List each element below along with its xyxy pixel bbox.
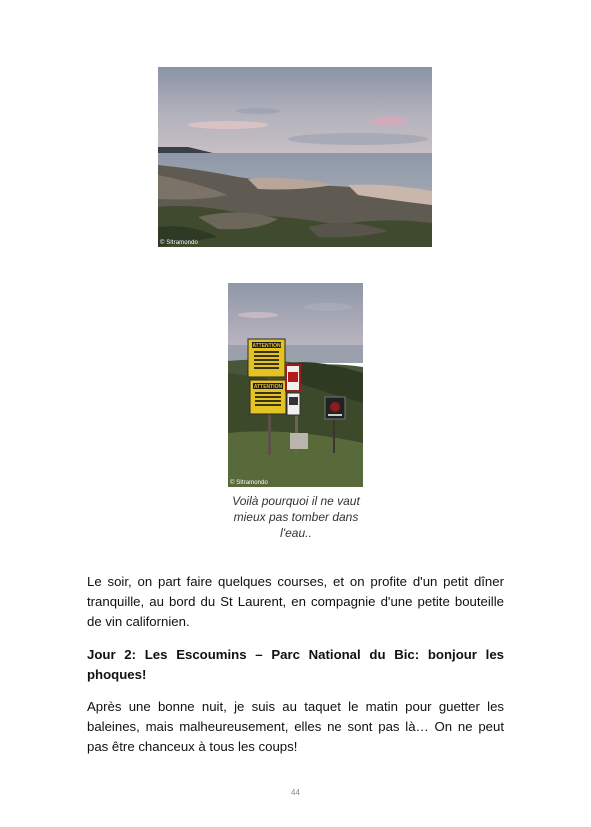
day-heading: Jour 2: Les Escoumins – Parc National du Bic: bonjour les phoques! — [87, 647, 504, 682]
photo-credit: © Sltramondo — [230, 480, 268, 486]
warning-signs-image — [228, 283, 363, 487]
page-number: 44 — [291, 788, 300, 797]
coastline-image — [158, 67, 432, 247]
photo-caption: Voilà pourquoi il ne vaut mieux pas tomber dans l'eau.. — [232, 494, 360, 540]
coastline-photo — [158, 67, 432, 247]
paragraph-morning: Après une bonne nuit, je suis au taquet le matin pour guetter les baleines, mais malheureusement, elles ne sont pas là… On ne peut pas être chanceux à tous les coups! — [87, 699, 504, 754]
photo-credit: © Sltramondo — [160, 240, 198, 246]
warning-signs-photo — [228, 283, 363, 487]
paragraph-evening: Le soir, on part faire quelques courses, et on profite d'un petit dîner tranquille, au bord du St Laurent, en compagnie d'une petite bouteille de vin californien. — [87, 574, 504, 629]
sign-top-text: ATTENTION — [252, 343, 281, 349]
sign-bottom-text: ATTENTION — [253, 384, 283, 390]
